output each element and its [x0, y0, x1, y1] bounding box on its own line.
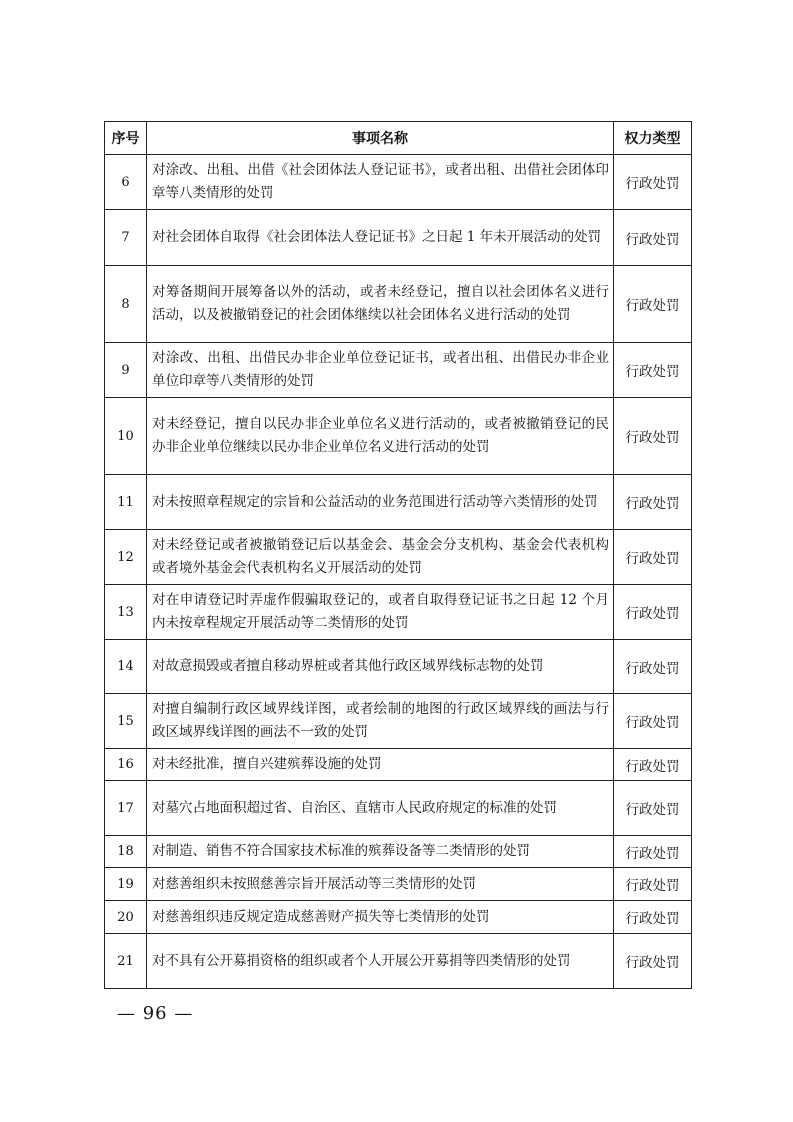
row-serial-number: 11: [105, 475, 147, 530]
row-serial-number: 19: [105, 868, 147, 901]
row-serial-number: 21: [105, 934, 147, 989]
row-item-name: 对涂改、出租、出借《社会团体法人登记证书》，或者出租、出借社会团体印章等八类情形的处罚: [147, 155, 614, 210]
table-row: [105, 210, 692, 266]
row-serial-number: 14: [105, 640, 147, 694]
table-row: [105, 868, 692, 901]
row-power-type: 行政处罚: [614, 343, 692, 398]
row-power-type: 行政处罚: [614, 694, 692, 749]
row-serial-number: 10: [105, 398, 147, 475]
table-row: [105, 530, 692, 585]
page-number: — 96 —: [117, 1003, 194, 1024]
row-serial-number: 15: [105, 694, 147, 749]
row-item-name: 对擅自编制行政区域界线详图，或者绘制的地图的行政区域界线的画法与行政区域界线详图的画法不一致的处罚: [147, 694, 614, 749]
row-item-name: 对慈善组织未按照慈善宗旨开展活动等三类情形的处罚: [147, 868, 614, 901]
row-item-name: 对涂改、出租、出借民办非企业单位登记证书，或者出租、出借民办非企业单位印章等八类情形的处罚: [147, 343, 614, 398]
row-power-type: 行政处罚: [614, 266, 692, 343]
row-item-name: 对社会团体自取得《社会团体法人登记证书》之日起 1 年未开展活动的处罚: [147, 210, 614, 266]
row-power-type: 行政处罚: [614, 210, 692, 266]
row-power-type: 行政处罚: [614, 749, 692, 781]
table-row: [105, 475, 692, 530]
header-item-name: 事项名称: [147, 122, 614, 155]
row-serial-number: 12: [105, 530, 147, 585]
row-serial-number: 17: [105, 781, 147, 836]
header-power-type: 权力类型: [614, 122, 692, 155]
table-row: [105, 585, 692, 640]
row-serial-number: 7: [105, 210, 147, 266]
row-item-name: 对墓穴占地面积超过省、自治区、直辖市人民政府规定的标准的处罚: [147, 781, 614, 836]
power-list-table: [104, 121, 692, 989]
row-item-name: 对未按照章程规定的宗旨和公益活动的业务范围进行活动等六类情形的处罚: [147, 475, 614, 530]
row-item-name: 对制造、销售不符合国家技术标准的殡葬设备等二类情形的处罚: [147, 836, 614, 868]
table-row: [105, 901, 692, 934]
row-serial-number: 8: [105, 266, 147, 343]
row-item-name: 对慈善组织违反规定造成慈善财产损失等七类情形的处罚: [147, 901, 614, 934]
table-row: [105, 836, 692, 868]
table-row: [105, 398, 692, 475]
row-power-type: 行政处罚: [614, 934, 692, 989]
row-item-name: 对故意损毁或者擅自移动界桩或者其他行政区域界线标志物的处罚: [147, 640, 614, 694]
table-row: [105, 934, 692, 989]
row-serial-number: 6: [105, 155, 147, 210]
row-power-type: 行政处罚: [614, 868, 692, 901]
row-power-type: 行政处罚: [614, 640, 692, 694]
row-power-type: 行政处罚: [614, 475, 692, 530]
row-power-type: 行政处罚: [614, 530, 692, 585]
row-item-name: 对在申请登记时弄虚作假骗取登记的，或者自取得登记证书之日起 12 个月内未按章程规定开展活动等二类情形的处罚: [147, 585, 614, 640]
table-row: [105, 266, 692, 343]
table-row: [105, 749, 692, 781]
row-item-name: 对未经登记，擅自以民办非企业单位名义进行活动的，或者被撤销登记的民办非企业单位继续以民办非企业单位名义进行活动的处罚: [147, 398, 614, 475]
table-row: [105, 343, 692, 398]
row-power-type: 行政处罚: [614, 398, 692, 475]
row-power-type: 行政处罚: [614, 836, 692, 868]
table-row: [105, 155, 692, 210]
table-row: [105, 694, 692, 749]
row-item-name: 对未经登记或者被撤销登记后以基金会、基金会分支机构、基金会代表机构或者境外基金会代表机构名义开展活动的处罚: [147, 530, 614, 585]
row-serial-number: 16: [105, 749, 147, 781]
row-power-type: 行政处罚: [614, 781, 692, 836]
row-power-type: 行政处罚: [614, 901, 692, 934]
row-power-type: 行政处罚: [614, 585, 692, 640]
row-serial-number: 18: [105, 836, 147, 868]
row-power-type: 行政处罚: [614, 155, 692, 210]
row-item-name: 对不具有公开募捐资格的组织或者个人开展公开募捐等四类情形的处罚: [147, 934, 614, 989]
header-serial-number: 序号: [105, 122, 147, 155]
row-serial-number: 20: [105, 901, 147, 934]
row-serial-number: 13: [105, 585, 147, 640]
row-item-name: 对筹备期间开展筹备以外的活动，或者未经登记，擅自以社会团体名义进行活动，以及被撤销登记的社会团体继续以社会团体名义进行活动的处罚: [147, 266, 614, 343]
row-item-name: 对未经批准，擅自兴建殡葬设施的处罚: [147, 749, 614, 781]
table-row: [105, 781, 692, 836]
table-header-row: [105, 122, 692, 155]
row-serial-number: 9: [105, 343, 147, 398]
table-row: [105, 640, 692, 694]
